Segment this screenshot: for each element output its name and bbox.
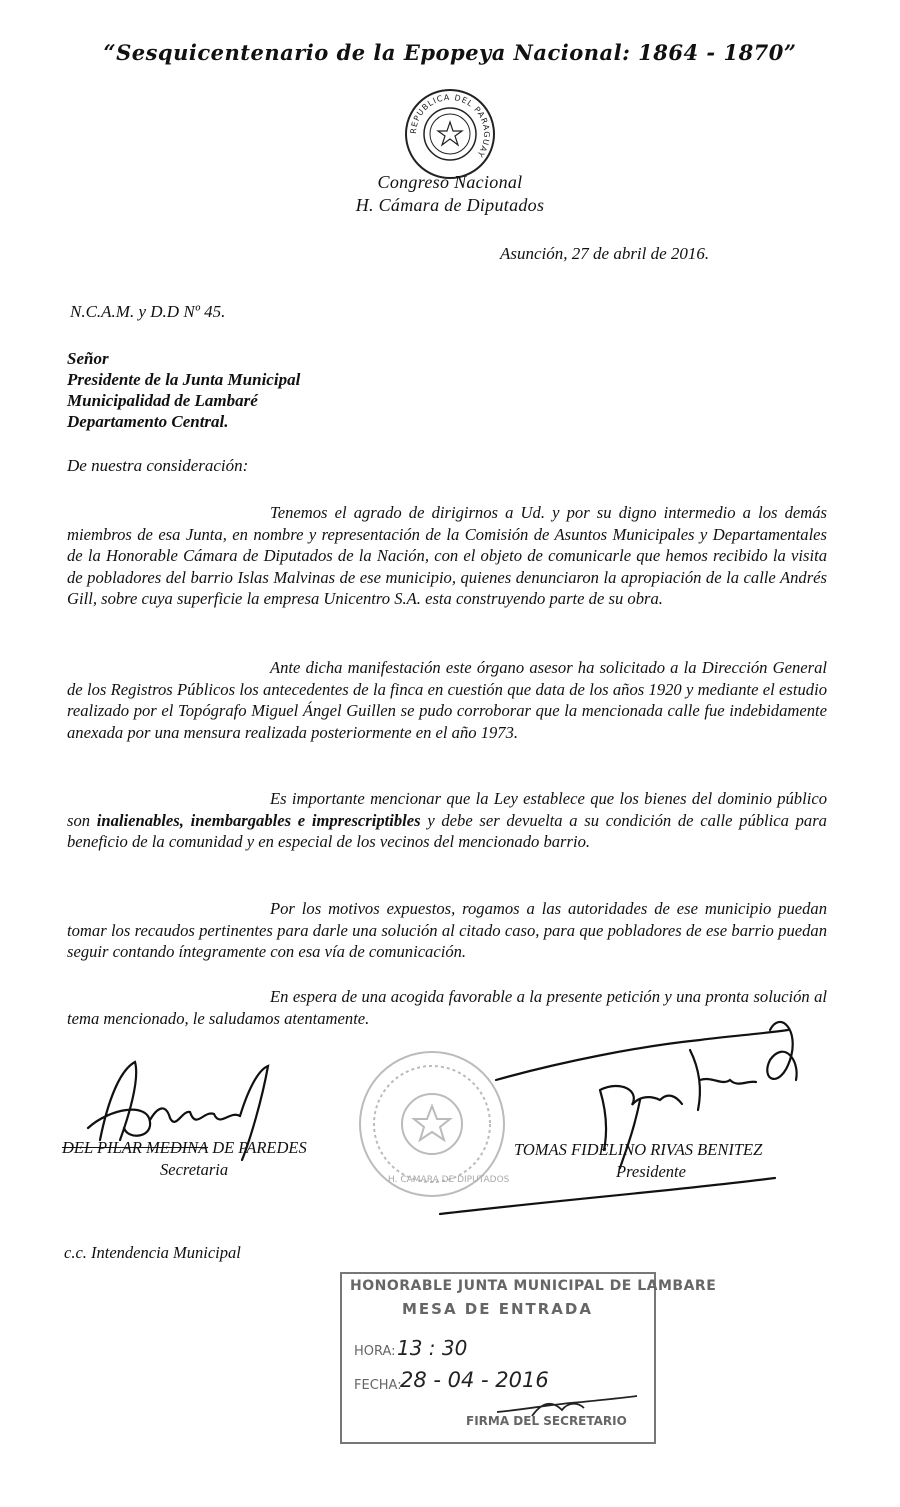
official-seal-icon (360, 1052, 510, 1196)
paragraph-3-start: Es importante mencionar que la Ley establece que los bienes del dominio público son (67, 789, 827, 830)
addressee-salutation: Señor (67, 349, 109, 368)
paragraph-2: Ante dicha manifestación este órgano asesor ha solicitado a la Dirección General de los Registros Públicos los antecedentes de la finca en cuestión que data de los años 1920 y mediante el estudio realizado por el Topógrafo Miguel Ángel Guillen se pudo corroborar que la mencionada calle fue indebidamente anexada por una mensura realizada posteriormente en el año 1973. (67, 658, 827, 742)
addressee-block (67, 348, 300, 432)
paragraph-3-bold: inalienables, inembargables e imprescriptibles (96, 810, 421, 830)
reception-stamp (340, 1272, 717, 1444)
president-name: TOMAS FIDELINO RIVAS BENITEZ (514, 1140, 763, 1159)
paragraph-3-end: y debe ser devuelta a su condición de calle pública para beneficio de la comunidad y en especial de los vecinos del mencionado barrio. (67, 810, 827, 851)
carbon-copy-line: c.c. Intendencia Municipal (64, 1243, 241, 1262)
stamp-fecha-label: FECHA: (354, 1378, 402, 1393)
stamp-fecha-value: 28 - 04 - 2016 (400, 1368, 549, 1392)
svg-text:REPUBLICA DEL PARAGUAY (409, 93, 491, 159)
paragraph-4: Por los motivos expuestos, rogamos a las autoridades de ese municipio puedan tomar los recaudos pertinentes para darle una solución al citado caso, para que pobladores de ese barrio puedan seguir contando íntegramente con esa vía de comunicación. (67, 899, 827, 961)
president-title: Presidente (616, 1162, 686, 1181)
addressee-department: Departamento Central. (67, 412, 229, 431)
official-seal-text: H. CAMARA DE DIPUTADOS (388, 1175, 510, 1185)
stamp-firma-label: FIRMA DEL SECRETARIO (466, 1414, 627, 1428)
institution-name: Congreso Nacional (377, 172, 523, 192)
right-signature-icon (440, 1022, 797, 1214)
paragraph-1: Tenemos el agrado de dirigirnos a Ud. y por su digno intermedio a los demás miembros de esa Junta, en nombre y representación de la Comisión de Asuntos Municipales y Departamentales de la Honorable Cámara de Diputados de la Nación, con el objeto de comunicarle que hemos recibido la visita de pobladores del barrio Islas Malvinas de ese municipio, quienes denunciaron la apropiación de la calle Andrés Gill, sobre cuya superficie la empresa Unicentro S.A. esta construyendo parte de su obra. (67, 503, 827, 608)
letter-reference: N.C.A.M. y D.D Nº 45. (70, 302, 226, 321)
letter-date: Asunción, 27 de abril de 2016. (500, 244, 710, 263)
paragraph-3 (67, 788, 827, 853)
secretary-name-struck: DEL PILAR MEDINA (62, 1138, 209, 1157)
national-seal-icon (404, 88, 496, 180)
chamber-name: H. Cámara de Diputados (355, 195, 545, 215)
stamp-office: MESA DE ENTRADA (402, 1300, 593, 1318)
addressee-title: Presidente de la Junta Municipal (67, 370, 301, 389)
stamp-institution: HONORABLE JUNTA MUNICIPAL DE LAMBARE (350, 1278, 717, 1294)
stamp-signature-icon (492, 1392, 642, 1422)
seal-text: REPUBLICA DEL PARAGUAY (408, 92, 492, 160)
commemorative-motto: “Sesquicentenario de la Epopeya Nacional: 1864 - 1870” (103, 40, 797, 65)
secretary-name-rest: DE PAREDES (208, 1138, 307, 1157)
greeting: De nuestra consideración: (67, 456, 249, 475)
stamp-hora-value: 13 : 30 (397, 1336, 468, 1360)
secretary-title: Secretaria (160, 1160, 229, 1179)
stamp-hora-label: HORA: (354, 1344, 396, 1359)
secretary-name (62, 1138, 307, 1158)
paragraph-5: En espera de una acogida favorable a la presente petición y una pronta solución al tema mencionado, le saludamos atentamente. (67, 987, 827, 1028)
addressee-institution: Municipalidad de Lambaré (67, 391, 258, 410)
